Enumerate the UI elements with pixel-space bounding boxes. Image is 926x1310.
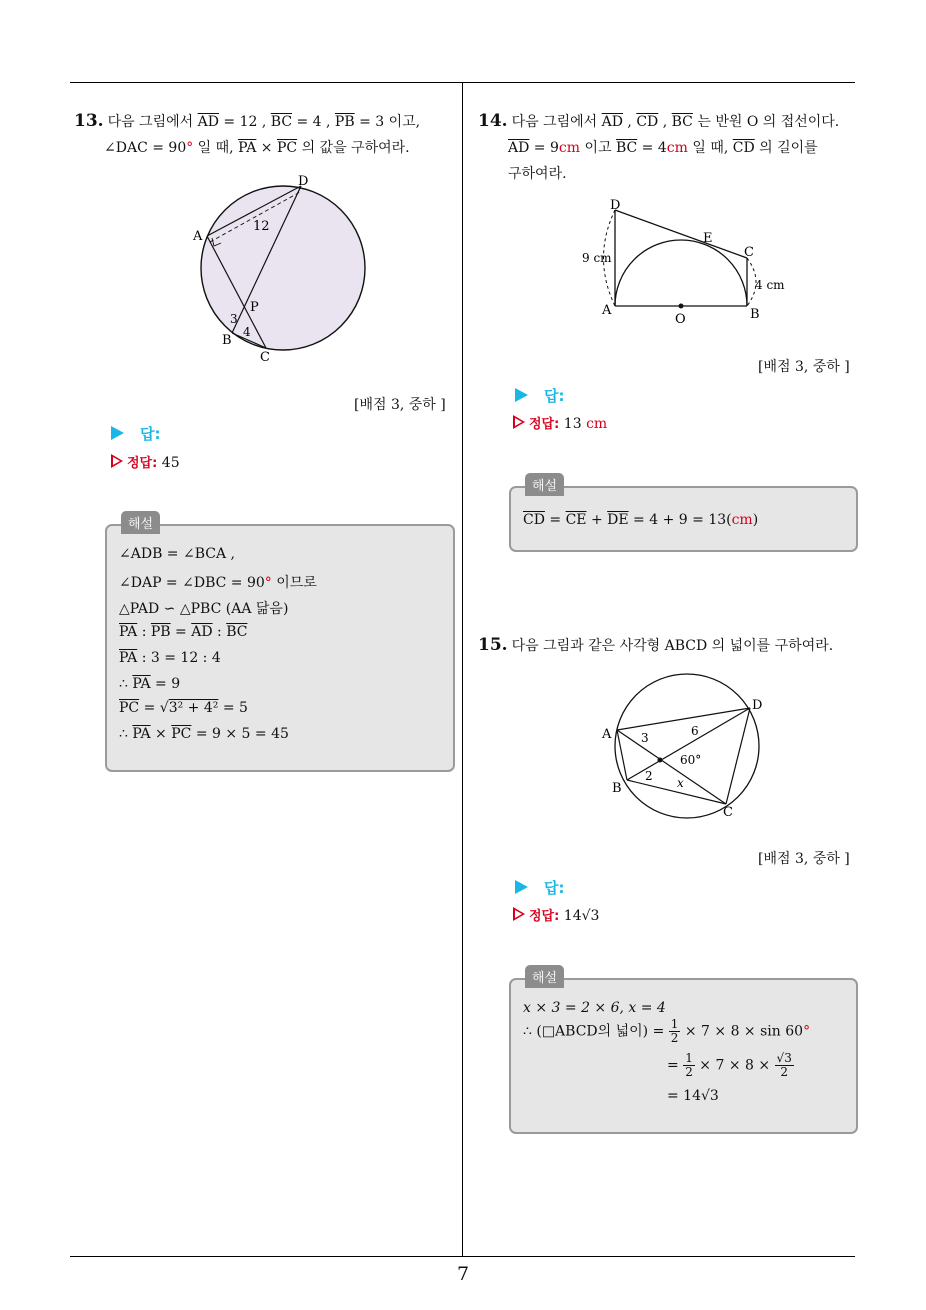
correct-triangle-icon bbox=[111, 454, 123, 468]
q13-line1: 13. 다음 그림에서 $\overline{AD} = 12$ , $\overline{BC} = 4$ , $\overline{PB} = 3$ 이고, bbox=[74, 111, 421, 131]
q15-figure bbox=[595, 670, 775, 820]
q14-label-A: A bbox=[602, 303, 612, 318]
q13-sol-6: ∴ $\overline{PA} = 9$ bbox=[119, 676, 181, 692]
frac-half: $\frac{1}{2}$ bbox=[670, 1017, 679, 1045]
q15-label-6: 6 bbox=[691, 724, 699, 738]
column-divider bbox=[462, 82, 463, 1257]
q15-sol-1: x × 3 = 2 × 6, x = 4 bbox=[523, 1000, 666, 1016]
question-13 bbox=[74, 108, 458, 161]
q15-label-3: 3 bbox=[641, 731, 649, 745]
q13-label-4: 4 bbox=[243, 325, 251, 339]
page-number: 7 bbox=[456, 1263, 470, 1285]
answer-triangle-icon bbox=[515, 388, 528, 402]
q13-sol-7: $\overline{PC} = √3^2 + 4^2 = 5$ bbox=[119, 700, 248, 716]
q14-correct: 정답: 13 cm bbox=[513, 413, 607, 432]
correct-triangle-icon bbox=[513, 907, 525, 921]
q14-label-O: O bbox=[675, 312, 686, 327]
q14-solution-tag: 해설 bbox=[525, 473, 564, 496]
q15-solution-box bbox=[509, 971, 858, 1134]
q15-line1: 15. 다음 그림과 같은 사각형 ABCD 의 넓이를 구하여라. bbox=[478, 635, 834, 655]
q13-sol-1: ∠ADB = ∠BCA , bbox=[119, 546, 235, 562]
q14-label-E: E bbox=[703, 231, 713, 246]
q14-line1: 14. 다음 그림에서 $\overline{AD}$ , $\overline{CD}$ , $\overline{BC}$ 는 반원 O 의 접선이다. bbox=[478, 111, 840, 131]
q13-label-B: B bbox=[222, 333, 232, 348]
q13-correct: 정답: 45 bbox=[111, 452, 180, 471]
q13-label-C: C bbox=[260, 350, 270, 365]
q15-sol-4: = 14√3 bbox=[667, 1088, 719, 1104]
q13-sol-2: ∠DAP = ∠DBC = 90° 이므로 bbox=[119, 575, 317, 591]
q13-solution-tag: 해설 bbox=[121, 511, 160, 534]
frac-half-2: $\frac{1}{2}$ bbox=[685, 1051, 693, 1079]
q15-answer-label: 답: bbox=[515, 877, 565, 898]
answer-triangle-icon bbox=[111, 426, 124, 440]
q14-figure bbox=[575, 190, 795, 330]
q13-figure bbox=[185, 168, 385, 368]
q15-sol-2: ∴ (□ABCD의 넓이) = $\frac{1}{2}$ × 7 × 8 × sin 60° bbox=[523, 1017, 811, 1045]
q14-answer-label: 답: bbox=[515, 385, 565, 406]
q13-score: [배점 3, 중하 ] bbox=[354, 397, 446, 413]
q13-label-3: 3 bbox=[230, 312, 238, 326]
q14-label-9cm: 9 cm bbox=[582, 251, 612, 265]
q13-label-12: 12 bbox=[253, 219, 270, 234]
q15-label-B: B bbox=[612, 781, 622, 796]
q13-label-D: D bbox=[298, 174, 309, 189]
q14-label-4cm: 4 cm bbox=[755, 278, 785, 292]
q14-line3: 구하여라. bbox=[508, 166, 567, 182]
q15-label-A: A bbox=[602, 727, 612, 742]
q15-label-60: 60° bbox=[680, 753, 702, 767]
q15-sol-3: = $\frac{1}{2}$ × 7 × 8 × $\frac{√3}{2}$ bbox=[667, 1051, 792, 1079]
q15-solution-tag: 해설 bbox=[525, 965, 564, 988]
q13-solution-box bbox=[105, 517, 455, 772]
q13-sol-4: $\overline{PA}$ : $\overline{PB} = \overline{AD}$ : $\overline{BC}$ bbox=[119, 624, 248, 640]
q14-label-D: D bbox=[610, 198, 621, 213]
question-15 bbox=[478, 632, 862, 659]
q13-label-A: A bbox=[193, 229, 203, 244]
q13-sol-3: △PAD ∽ △PBC (AA 닮음) bbox=[119, 601, 289, 617]
q13-answer-label: 답: bbox=[111, 423, 161, 444]
q13-sol-8: ∴ $\overline{PA} \times \overline{PC} = 9 \times 5 = 45$ bbox=[119, 726, 289, 742]
q15-label-2: 2 bbox=[645, 769, 653, 783]
q14-sol-1: $\overline{CD} = \overline{CE} + \overline{DE} = 4 + 9 = 13(cm)$ bbox=[523, 512, 759, 528]
answer-triangle-icon bbox=[515, 880, 528, 894]
q13-sol-5: $\overline{PA}$ : 3 = 12 : 4 bbox=[119, 650, 221, 666]
q15-correct: 정답: 14√3 bbox=[513, 905, 599, 924]
q15-score: [배점 3, 중하 ] bbox=[758, 851, 850, 867]
q15-label-D: D bbox=[752, 698, 763, 713]
q15-label-x: x bbox=[677, 776, 684, 790]
correct-triangle-icon bbox=[513, 415, 525, 429]
bottom-rule bbox=[70, 1256, 855, 1257]
q13-line2: ∠DAC = 90° 일 때, $\overline{PA} \times \overline{PC}$ 의 값을 구하여라. bbox=[104, 140, 410, 156]
q15-label-C: C bbox=[723, 805, 733, 820]
q14-line2: $\overline{AD} = 9cm$ 이고 $\overline{BC} = 4cm$ 일 때, $\overline{CD}$ 의 길이를 bbox=[508, 140, 818, 156]
frac-root3: $\frac{√3}{2}$ bbox=[776, 1051, 792, 1079]
question-14 bbox=[478, 108, 862, 187]
q13-label-P: P bbox=[250, 300, 259, 315]
q14-score: [배점 3, 중하 ] bbox=[758, 359, 850, 375]
q14-solution-box bbox=[509, 479, 858, 552]
q14-label-B: B bbox=[750, 307, 760, 322]
q14-label-C: C bbox=[744, 245, 754, 260]
